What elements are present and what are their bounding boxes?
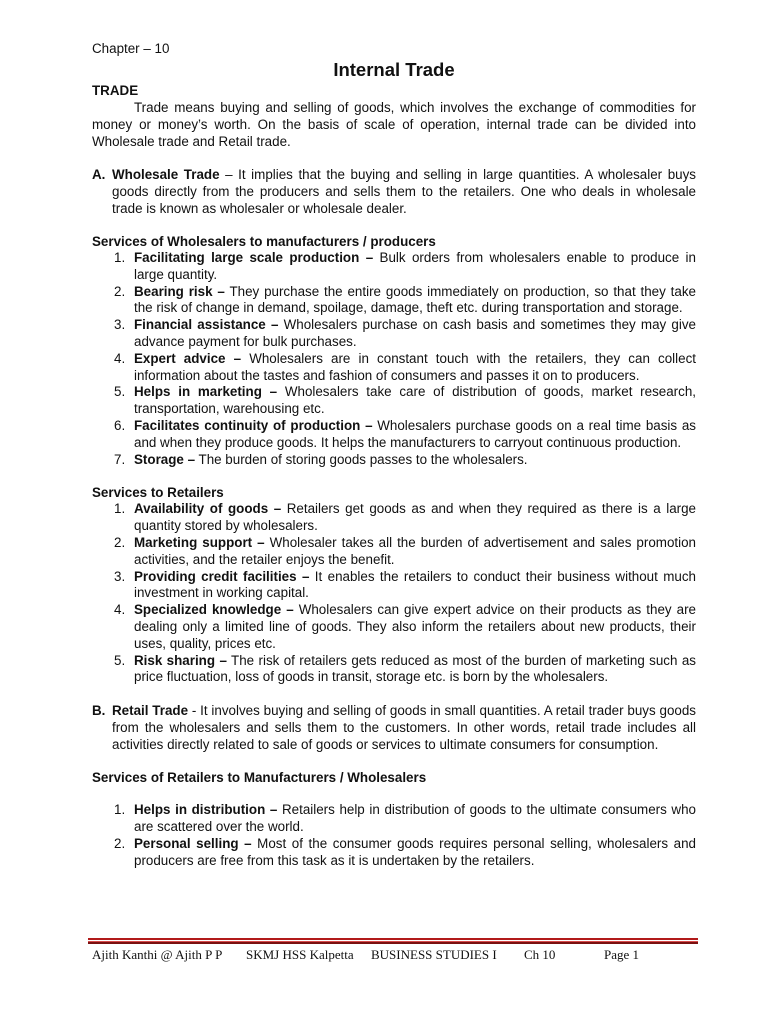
- trade-heading: TRADE: [92, 83, 139, 98]
- list-item: 7. Storage – The burden of storing goods passes to the wholesalers.: [114, 451, 528, 467]
- retail-trade-term: Retail Trade: [112, 703, 189, 719]
- services-retailers-to-manufacturers-list: [92, 802, 696, 869]
- list-item: 4. Specialized knowledge – Wholesalers can give expert advice on their products as they are dealing only a limited line of goods. They also inform the retailers about new products, their uses, quality, prices etc.: [114, 602, 696, 651]
- list-item: 2. Bearing risk – They purchase the entire goods immediately on production, so that they take the risk of change in demand, spoilage, damage, theft etc. during transportation and storage.: [114, 283, 696, 316]
- wholesale-trade-section: [92, 166, 696, 217]
- page-footer: [92, 946, 696, 964]
- list-item: 5. Helps in marketing – Wholesalers take care of distribution of goods, market research, transportation, warehousing etc.: [114, 384, 696, 417]
- wholesale-trade-text: [112, 166, 696, 217]
- list-item: 1. Facilitating large scale production – Bulk orders from wholesalers enable to produce in large quantity.: [114, 250, 696, 282]
- retail-trade-text: [112, 702, 696, 753]
- list-item: 2. Marketing support – Wholesaler takes all the burden of advertisement and sales promotion activities, and the retailer enjoys the benefit.: [114, 534, 696, 567]
- footer-school: SKMJ HSS Kalpetta: [246, 947, 354, 962]
- list-item: 4. Expert advice – Wholesalers are in constant touch with the retailers, they can collect information about the tastes and fashion of consumers and passes it on to producers.: [114, 350, 696, 383]
- services-retailers-to-manufacturers-heading: Services of Retailers to Manufacturers / Wholesalers: [92, 770, 427, 786]
- retail-trade-section: [92, 702, 696, 753]
- section-letter: B.: [92, 703, 106, 719]
- services-retailers-heading: Services to Retailers: [92, 485, 224, 501]
- services-manufacturers-heading: Services of Wholesalers to manufacturers / producers: [92, 234, 436, 249]
- list-item: 3. Financial assistance – Wholesalers purchase on cash basis and sometimes they may give advance payment for bulk purchases.: [114, 317, 696, 349]
- trade-paragraph: Trade means buying and selling of goods, which involves the exchange of commodities for money or money’s worth. On the basis of scale of operation, internal trade can be divided into Wholesale trade and Retail trade.: [92, 100, 696, 149]
- footer-author: Ajith Kanthi @ Ajith P P: [92, 947, 223, 962]
- list-item: 6. Facilitates continuity of production – Wholesalers purchase goods on a real time basis as and when they produce goods. It helps the manufacturers to carryout continuous production.: [114, 417, 696, 450]
- chapter-label: Chapter – 10: [92, 41, 170, 56]
- services-retailers-list: [92, 501, 696, 686]
- footer-page-number: Page 1: [604, 947, 640, 962]
- wholesale-trade-definition: – It implies that the buying and selling in large quantities. A wholesaler buys goods directly from the producers and sells them to the retailers. One who deals in wholesale trade is known as wholesaler or wholesale dealer.: [112, 167, 696, 216]
- list-item: 3. Providing credit facilities – It enables the retailers to conduct their business without much investment in working capital.: [114, 568, 696, 601]
- list-item: 1. Helps in distribution – Retailers help in distribution of goods to the ultimate consumers who are scattered over the world.: [114, 802, 696, 834]
- document-page: [92, 40, 696, 869]
- footer-subject: BUSINESS STUDIES I: [371, 947, 497, 962]
- section-letter: A.: [92, 167, 106, 182]
- retail-trade-definition: - It involves buying and selling of goods in small quantities. A retail trader buys goods from the wholesalers and sells them to the customers. In other words, retail trade includes all activities directly related to sale of goods or services to ultimate consumers for consumption.: [112, 703, 696, 753]
- footer-divider: [88, 938, 698, 944]
- wholesale-trade-term: Wholesale Trade: [112, 167, 220, 182]
- services-manufacturers-list: [92, 250, 696, 468]
- footer-chapter: Ch 10: [524, 947, 556, 962]
- page-title: Internal Trade: [333, 59, 455, 80]
- list-item: 2. Personal selling – Most of the consumer goods requires personal selling, wholesalers and producers are free from this task as it is undertaken by the retailers.: [114, 835, 696, 868]
- list-item: 5. Risk sharing – The risk of retailers gets reduced as most of the burden of marketing such as price fluctuation, loss of goods in transit, storage etc. is born by the wholesalers.: [114, 652, 696, 685]
- list-item: 1. Availability of goods – Retailers get goods as and when they required as there is a large quantity stored by wholesalers.: [114, 501, 696, 534]
